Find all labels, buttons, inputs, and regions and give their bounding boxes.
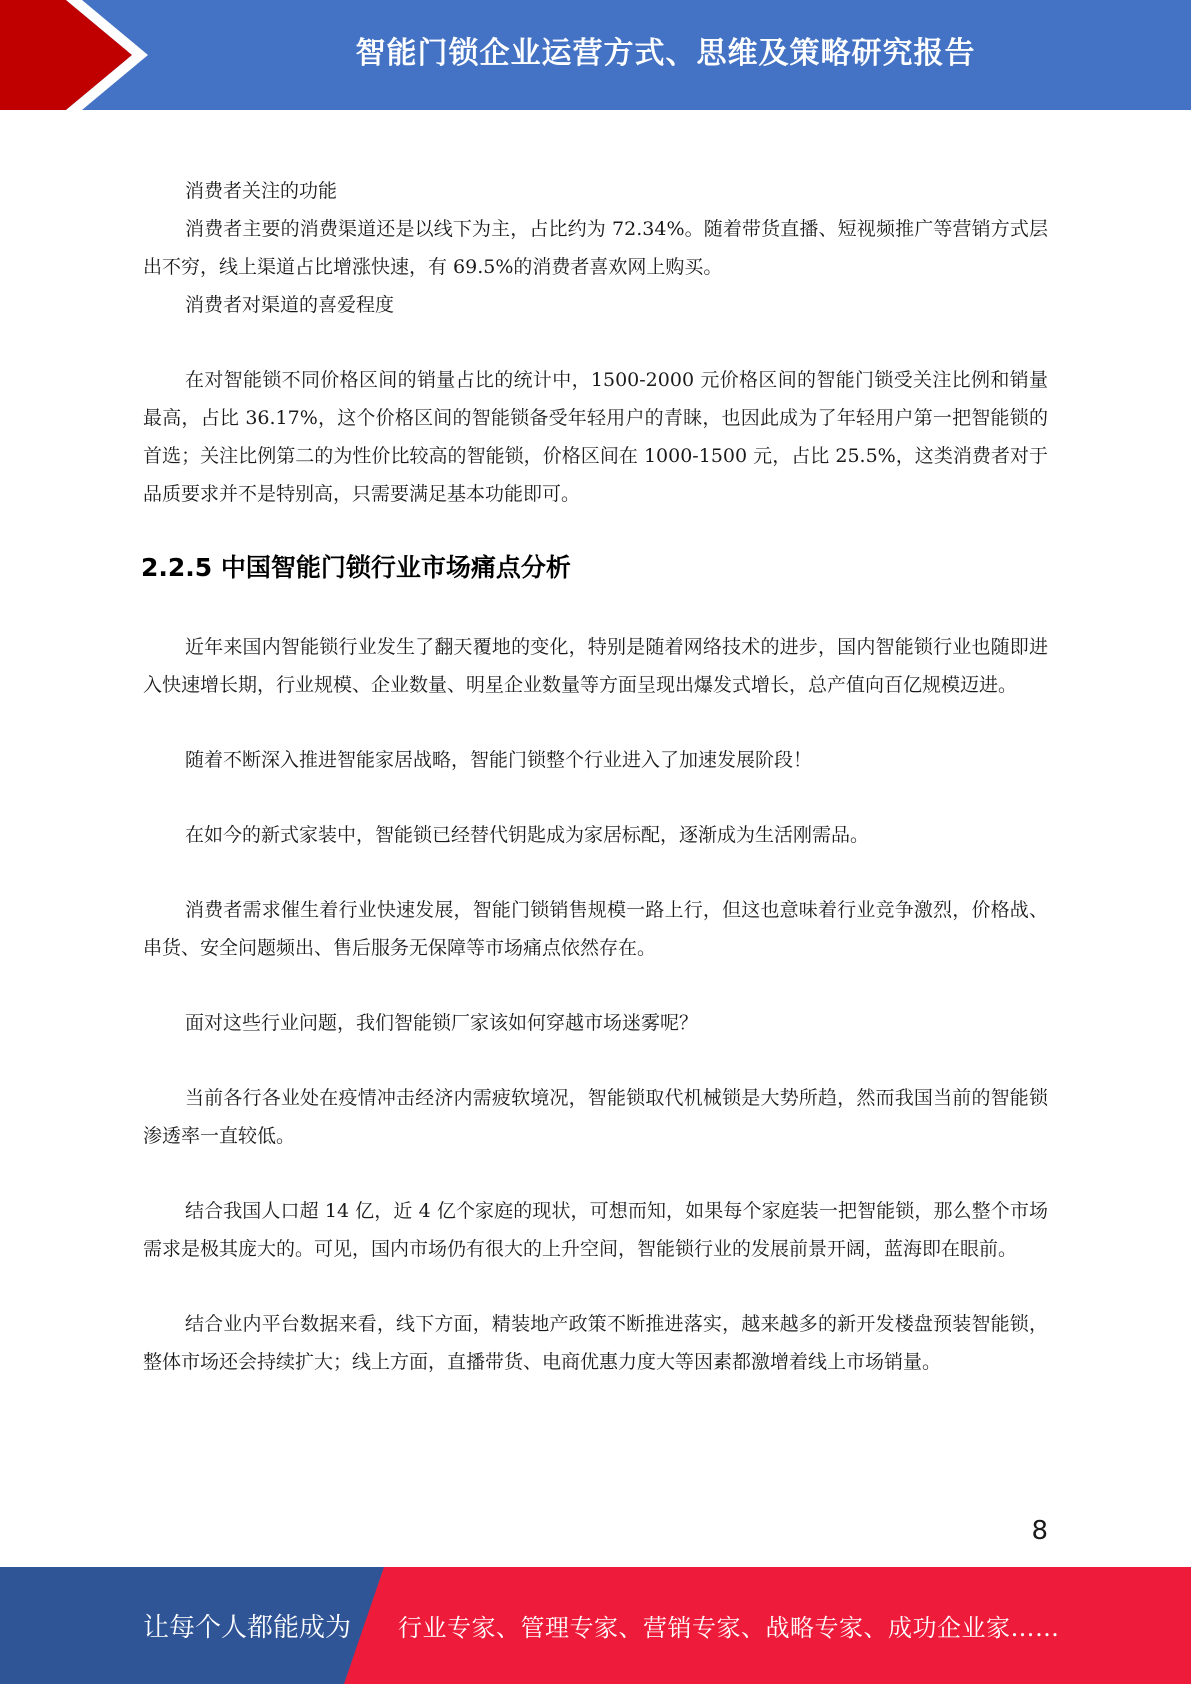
footer-banner bbox=[0, 1567, 1191, 1684]
section-heading: 2.2.5 中国智能门锁行业市场痛点分析 bbox=[141, 553, 571, 582]
paragraph: 在如今的新式家装中，智能锁已经替代钥匙成为家居标配，逐渐成为生活刚需品。 bbox=[185, 824, 870, 846]
body-section-a bbox=[143, 172, 1048, 513]
paragraph: 消费者主要的消费渠道还是以线下为主，占比约为 72.34%。随着带货直播、短视频推广等营销方式层出不穷，线上渠道占比增涨快速，有 69.5%的消费者喜欢网上购买。 bbox=[143, 218, 1048, 278]
paragraph: 面对这些行业问题，我们智能锁厂家该如何穿越市场迷雾呢？ bbox=[185, 1012, 699, 1034]
body-section-b bbox=[143, 628, 1048, 1381]
paragraph: 近年来国内智能锁行业发生了翻天覆地的变化，特别是随着网络技术的进步，国内智能锁行业也随即进入快速增长期，行业规模、企业数量、明星企业数量等方面呈现出爆发式增长，总产值向百亿规模迈进。 bbox=[143, 636, 1048, 696]
footer-slogan-right: 行业专家、管理专家、营销专家、战略专家、成功企业家…… bbox=[398, 1614, 1060, 1642]
paragraph: 随着不断深入推进智能家居战略，智能门锁整个行业进入了加速发展阶段！ bbox=[185, 749, 813, 771]
footer-slogan-left: 让每个人都能成为 bbox=[143, 1613, 352, 1643]
header-banner bbox=[0, 0, 1191, 110]
paragraph: 消费者关注的功能 bbox=[185, 180, 338, 202]
paragraph: 当前各行各业处在疫情冲击经济内需疲软境况，智能锁取代机械锁是大势所趋，然而我国当前的智能锁渗透率一直较低。 bbox=[143, 1087, 1048, 1147]
document-title: 智能门锁企业运营方式、思维及策略研究报告 bbox=[355, 36, 976, 71]
paragraph: 消费者对渠道的喜爱程度 bbox=[185, 294, 395, 316]
page-number: 8 bbox=[1031, 1516, 1048, 1546]
paragraph: 结合业内平台数据来看，线下方面，精装地产政策不断推进落实，越来越多的新开发楼盘预装智能锁，整体市场还会持续扩大；线上方面，直播带货、电商优惠力度大等因素都激增着线上市场销量。 bbox=[143, 1313, 1048, 1373]
paragraph: 在对智能锁不同价格区间的销量占比的统计中，1500-2000 元价格区间的智能门锁受关注比例和销量最高，占比 36.17%，这个价格区间的智能锁备受年轻用户的青睐，也因此成为了年轻用户第一把智能锁的首选；关注比例第二的为性价比较高的智能锁，价格区间在 1000-1500 元，占比 25.5%，这类消费者对于品质要求并不是特别高，只需要满足基本功能即可。 bbox=[143, 369, 1048, 505]
paragraph: 结合我国人口超 14 亿，近 4 亿个家庭的现状，可想而知，如果每个家庭装一把智能锁，那么整个市场需求是极其庞大的。可见，国内市场仍有很大的上升空间，智能锁行业的发展前景开阔，蓝海即在眼前。 bbox=[143, 1200, 1048, 1260]
paragraph: 消费者需求催生着行业快速发展，智能门锁销售规模一路上行，但这也意味着行业竞争激烈，价格战、串货、安全问题频出、售后服务无保障等市场痛点依然存在。 bbox=[143, 899, 1048, 959]
